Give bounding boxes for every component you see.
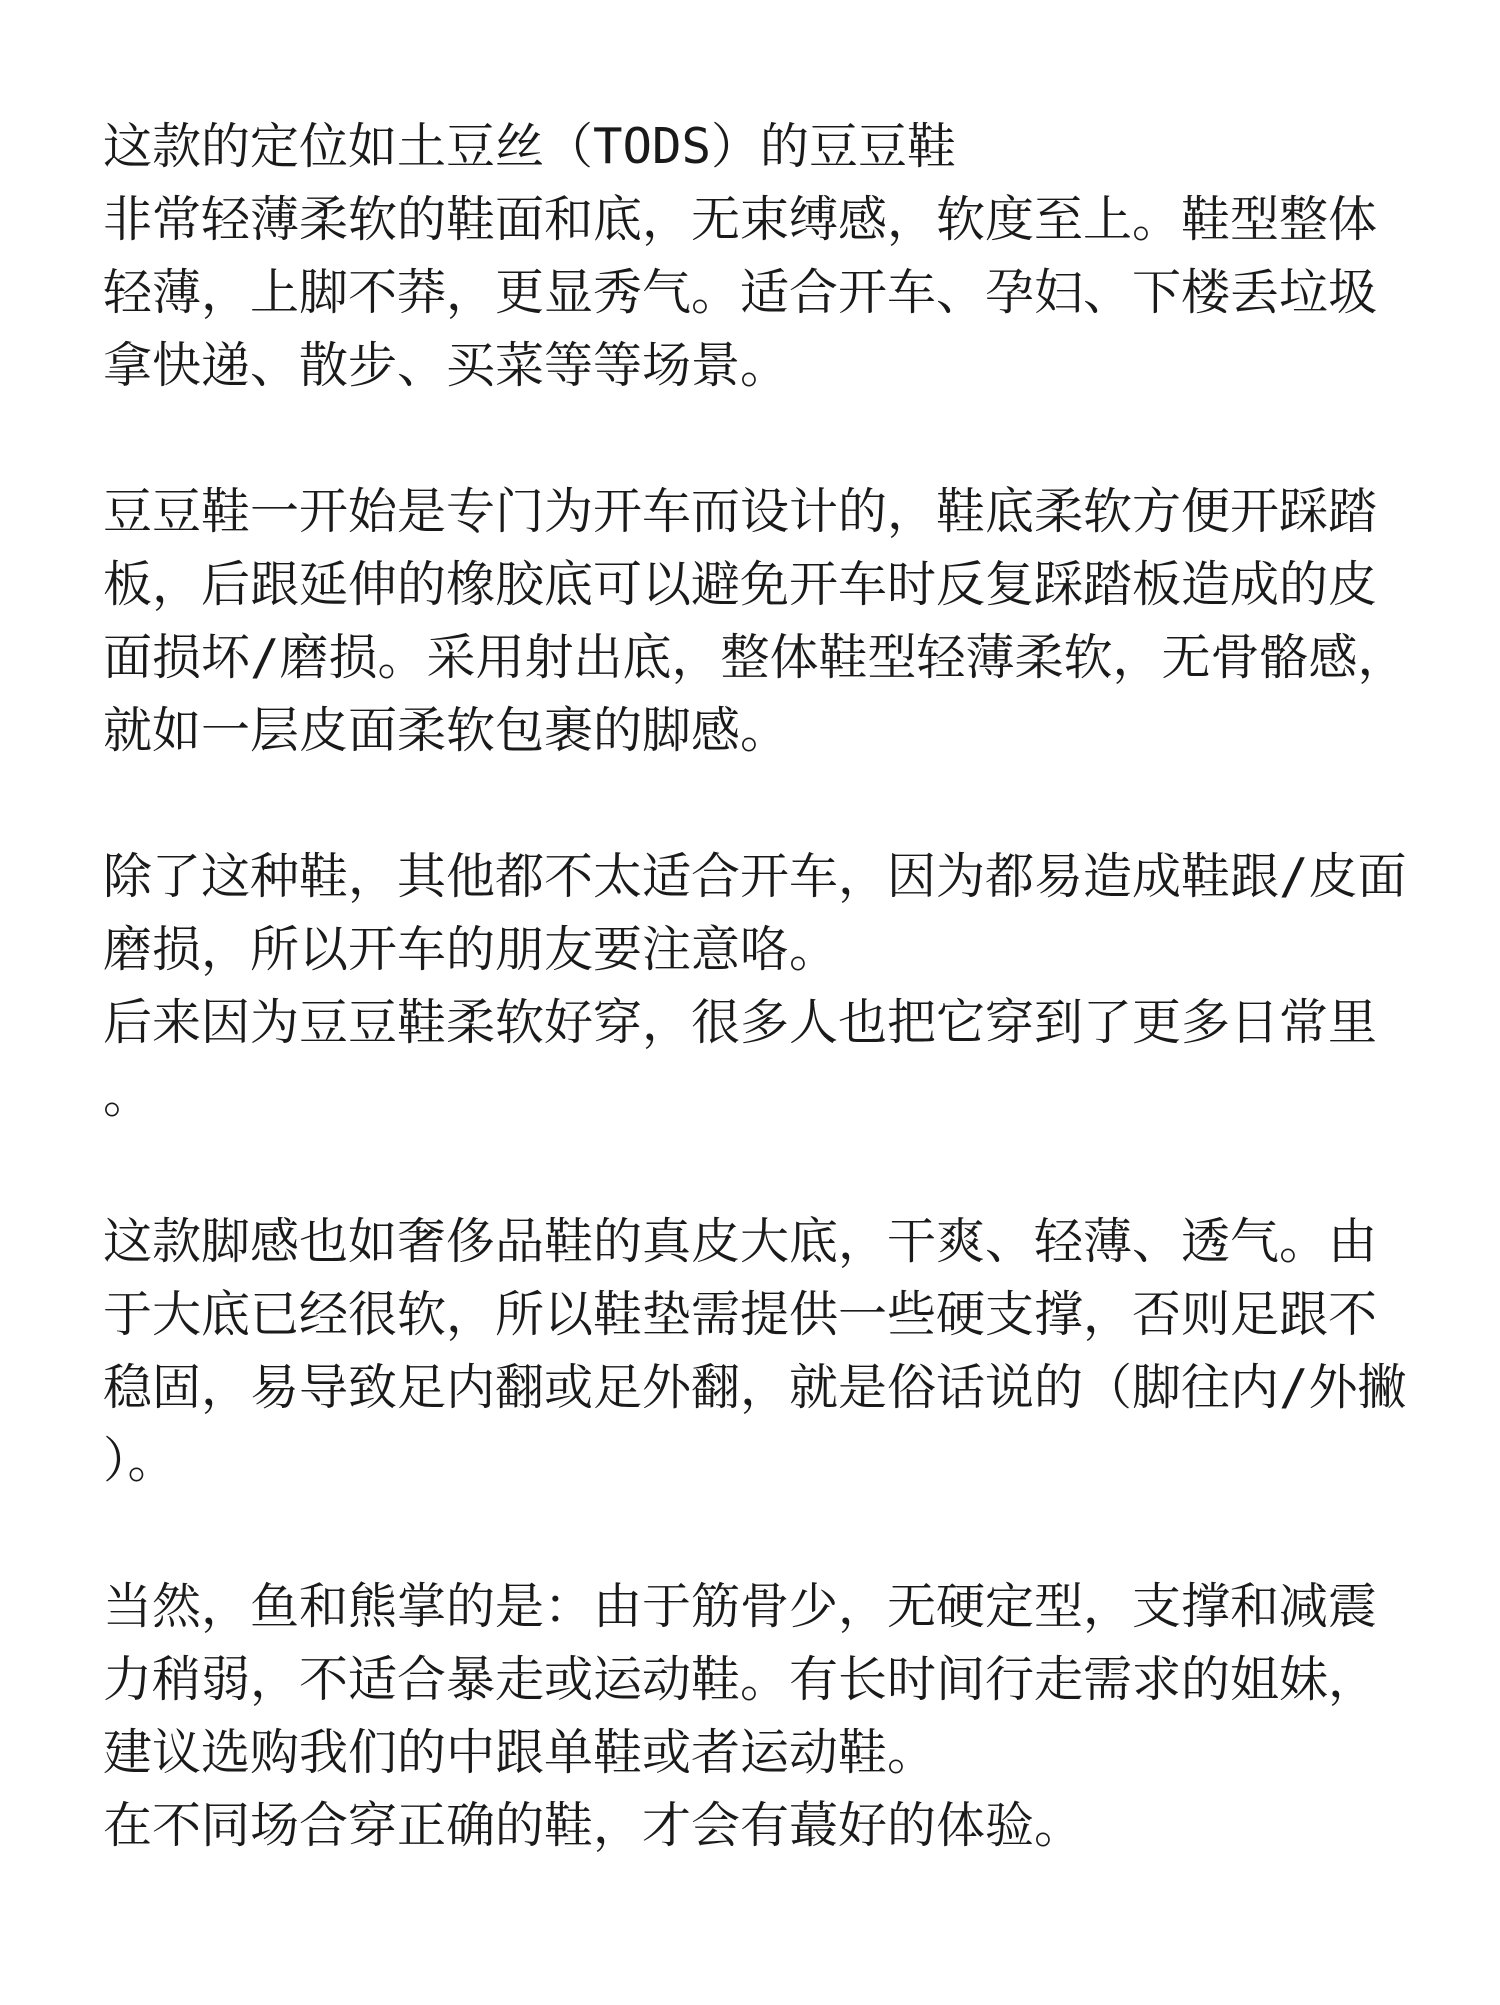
paragraph-gap: [103, 1497, 1423, 1570]
text-line: 力稍弱，不适合暴走或运动鞋。有长时间行走需求的姐妹，: [103, 1651, 1378, 1708]
text-line: ）。: [103, 1432, 177, 1489]
text-line: 后来因为豆豆鞋柔软好穿，很多人也把它穿到了更多日常里: [103, 994, 1378, 1051]
text-line: 除了这种鞋，其他都不太适合开车，因为都易造成鞋跟/皮面: [103, 848, 1407, 905]
text-line: 豆豆鞋一开始是专门为开车而设计的，鞋底柔软方便开踩踏: [103, 483, 1378, 540]
paragraph-2: [103, 475, 1423, 767]
text-line: 就如一层皮面柔软包裹的脚感。: [103, 702, 790, 759]
text-line: 面损坏/磨损。采用射出底，整体鞋型轻薄柔软，无骨骼感，: [103, 629, 1407, 686]
text-line: 轻薄，上脚不莽，更显秀气。适合开车、孕妇、下楼丢垃圾: [103, 264, 1378, 321]
paragraph-gap: [103, 1132, 1423, 1205]
paragraph-gap: [103, 402, 1423, 475]
text-line: 在不同场合穿正确的鞋，才会有蕞好的体验。: [103, 1797, 1084, 1854]
text-line: 稳固，易导致足内翻或足外翻，就是俗话说的（脚往内/外撇: [103, 1359, 1407, 1416]
text-line: 非常轻薄柔软的鞋面和底，无束缚感，软度至上。鞋型整体: [103, 191, 1378, 248]
text-line: 这款的定位如土豆丝（TODS）的豆豆鞋: [103, 118, 957, 175]
text-line: 当然，鱼和熊掌的是：由于筋骨少，无硬定型，支撑和减震: [103, 1578, 1378, 1635]
text-line: 建议选购我们的中跟单鞋或者运动鞋。: [103, 1724, 937, 1781]
text-line: 。: [103, 1067, 153, 1124]
text-line: 板，后跟延伸的橡胶底可以避免开车时反复踩踏板造成的皮: [103, 556, 1378, 613]
paragraph-1: [103, 110, 1423, 402]
paragraph-5: [103, 1570, 1423, 1862]
text-line: 拿快递、散步、买菜等等场景。: [103, 337, 790, 394]
text-line: 于大底已经很软，所以鞋垫需提供一些硬支撑，否则足跟不: [103, 1286, 1378, 1343]
text-line: 这款脚感也如奢侈品鞋的真皮大底，干爽、轻薄、透气。由: [103, 1213, 1378, 1270]
article-body: [103, 110, 1423, 1862]
paragraph-3: [103, 840, 1423, 1132]
text-line: 磨损，所以开车的朋友要注意咯。: [103, 921, 839, 978]
paragraph-gap: [103, 767, 1423, 840]
paragraph-4: [103, 1205, 1423, 1497]
